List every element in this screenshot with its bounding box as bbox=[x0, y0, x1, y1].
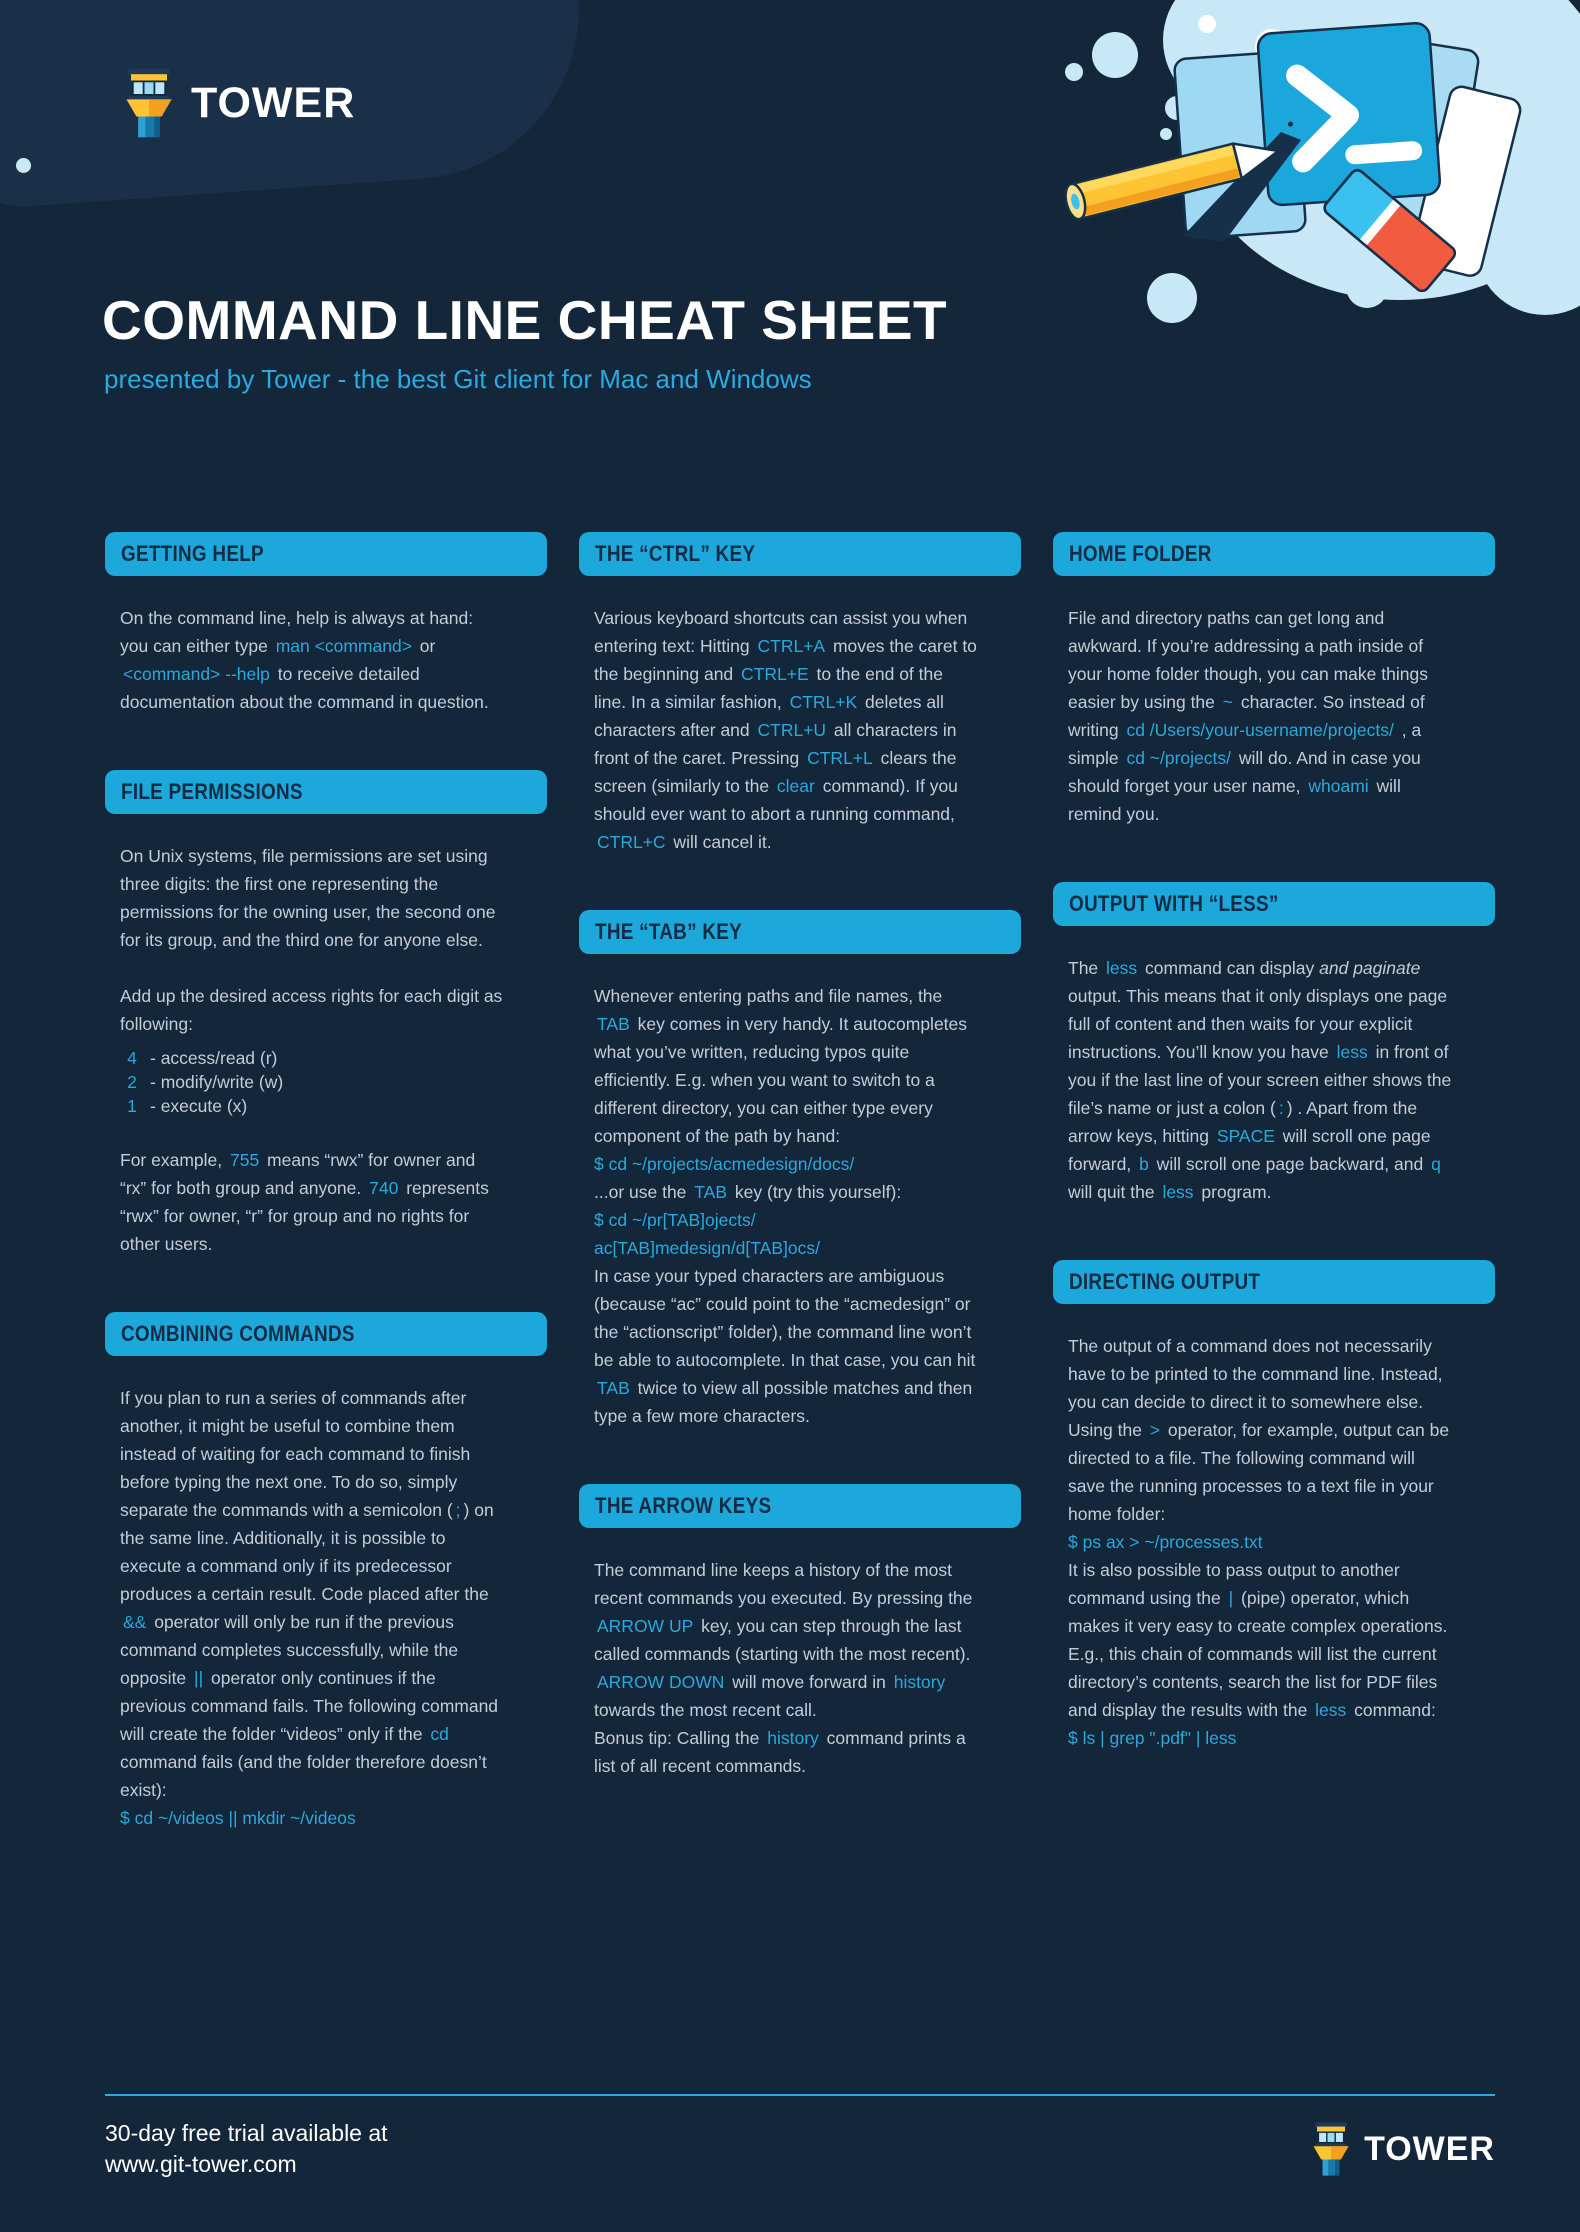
code-line: $ cd ~/pr[TAB]ojects/ bbox=[594, 1210, 756, 1230]
text-run: operator only continues if the previous command fails. The following command will create the folder “videos” only if the bbox=[120, 1668, 499, 1744]
text-run: key (try this yourself): bbox=[730, 1182, 902, 1202]
page-title: COMMAND LINE CHEAT SHEET bbox=[102, 289, 948, 351]
inline-code: less bbox=[1336, 1042, 1368, 1062]
section-header-getting-help bbox=[105, 532, 547, 576]
text-run: will move forward in bbox=[727, 1672, 891, 1692]
footer-trial-line: 30-day free trial available at bbox=[105, 2120, 388, 2146]
text-run: will do. And in case you should forget your user name, bbox=[1068, 748, 1421, 796]
text-run: operator, for example, output can be directed to a file. The following command will save the running processes to a text file in your home folder: bbox=[1068, 1420, 1450, 1524]
section-body-output-with-less bbox=[1053, 954, 1495, 1206]
text-run: ...or use the bbox=[594, 1182, 692, 1202]
inline-code: 740 bbox=[369, 1178, 399, 1198]
text-run: File and directory paths can get long and awkward. If you’re addressing a path inside of your home folder though, you can make things easier by using the bbox=[1068, 608, 1428, 712]
permission-number: 4 bbox=[127, 1048, 137, 1068]
inline-code: CTRL+C bbox=[597, 832, 666, 852]
line-gap bbox=[120, 954, 505, 982]
italic-run: and paginate bbox=[1319, 958, 1421, 978]
text-run: On the command line, help is always at hand: you can either type bbox=[120, 608, 474, 656]
text-run: in front of you if the last line of your screen either shows the file’s name or just a colon ( bbox=[1068, 1042, 1452, 1118]
inline-code: clear bbox=[776, 776, 815, 796]
inline-code: && bbox=[123, 1612, 147, 1632]
paragraph bbox=[1068, 1556, 1453, 1724]
text-run: The bbox=[1068, 958, 1104, 978]
bubble-dot bbox=[16, 158, 31, 173]
list-item bbox=[120, 1094, 505, 1118]
text-run: will quit the bbox=[1068, 1182, 1160, 1202]
text-run: operator will only be run if the previous command completes successfully, while the opposite bbox=[120, 1612, 459, 1688]
section-header-output-with-less bbox=[1053, 882, 1495, 926]
section-the-tab-key bbox=[579, 910, 1021, 1430]
inline-code: CTRL+K bbox=[789, 692, 858, 712]
section-header-the-arrow-keys bbox=[579, 1484, 1021, 1528]
paragraph bbox=[120, 1146, 505, 1258]
inline-code: SPACE bbox=[1216, 1126, 1275, 1146]
text-run: towards the most recent call. bbox=[594, 1700, 817, 1720]
text-run: output. This means that it only displays one page full of content and then waits for your explicit instructions. You’ll know you have bbox=[1068, 986, 1448, 1062]
paragraph bbox=[594, 1556, 979, 1724]
text-run: ) on the same line. Additionally, it is possible to execute a command only if its predecessor produces a certain result. Code placed after the bbox=[120, 1500, 494, 1604]
section-body-getting-help bbox=[105, 604, 547, 716]
paragraph bbox=[594, 1724, 979, 1780]
text-run: represents “rwx” for owner, “r” for group and no rights for other users. bbox=[120, 1178, 489, 1254]
text-run: The output of a command does not necessarily have to be printed to the command line. Instead, you can decide to direct it to somewhere else. Using the bbox=[1068, 1336, 1443, 1440]
section-body-file-permissions bbox=[105, 842, 547, 1258]
inline-code: | bbox=[1228, 1588, 1234, 1608]
code-line: $ ps ax > ~/processes.txt bbox=[1068, 1532, 1263, 1552]
section-title: FILE PERMISSIONS bbox=[121, 779, 303, 804]
tower-logo-icon bbox=[122, 68, 176, 138]
inline-code: CTRL+U bbox=[757, 720, 827, 740]
section-title: GETTING HELP bbox=[121, 541, 264, 566]
section-header-directing-output bbox=[1053, 1260, 1495, 1304]
inline-code: > bbox=[1149, 1420, 1161, 1440]
section-header-combining-commands bbox=[105, 1312, 547, 1356]
section-header-home-folder bbox=[1053, 532, 1495, 576]
section-title: DIRECTING OUTPUT bbox=[1069, 1269, 1261, 1294]
paragraph bbox=[594, 982, 979, 1150]
text-run: to receive detailed documentation about the command in question. bbox=[120, 664, 489, 712]
paragraph bbox=[120, 842, 505, 954]
footer-text bbox=[105, 2118, 388, 2180]
permission-number: 1 bbox=[127, 1096, 137, 1116]
text-run: Whenever entering paths and file names, the bbox=[594, 986, 943, 1006]
text-run: program. bbox=[1196, 1182, 1272, 1202]
text-run: The command line keeps a history of the most recent commands you executed. By pressing the bbox=[594, 1560, 973, 1608]
inline-code: CTRL+L bbox=[807, 748, 873, 768]
inline-code: less bbox=[1315, 1700, 1347, 1720]
inline-code: ARROW DOWN bbox=[597, 1672, 725, 1692]
inline-code: q bbox=[1431, 1154, 1441, 1174]
prompt-dash bbox=[1355, 151, 1413, 155]
paragraph bbox=[594, 1262, 979, 1430]
text-run: means “rwx” for owner and “rx” for both group and anyone. bbox=[120, 1150, 476, 1198]
paragraph bbox=[594, 604, 979, 856]
footer-tower-logo bbox=[1310, 2122, 1495, 2176]
text-run: clears the screen (similarly to the bbox=[594, 748, 957, 796]
paragraph bbox=[1068, 1332, 1453, 1528]
inline-code: cd ~/projects/ bbox=[1126, 748, 1232, 768]
page-subtitle: presented by Tower - the best Git client for Mac and Windows bbox=[104, 364, 812, 394]
footer bbox=[105, 2094, 1495, 2180]
column-1 bbox=[105, 532, 547, 1886]
paragraph bbox=[120, 982, 505, 1038]
text-run: command). If you should ever want to abort a running command, bbox=[594, 776, 958, 824]
text-run: twice to view all possible matches and then type a few more characters. bbox=[594, 1378, 973, 1426]
section-home-folder bbox=[1053, 532, 1495, 828]
text-run: all characters in front of the caret. Pressing bbox=[594, 720, 957, 768]
permission-label: - access/read (r) bbox=[150, 1048, 278, 1068]
code-line: $ cd ~/projects/acmedesign/docs/ bbox=[594, 1154, 855, 1174]
inline-code: TAB bbox=[597, 1014, 630, 1034]
paragraph bbox=[120, 1384, 505, 1804]
text-run: or bbox=[414, 636, 436, 656]
inline-code: TAB bbox=[597, 1378, 630, 1398]
inline-code: TAB bbox=[694, 1182, 728, 1202]
text-run: (pipe) operator, which makes it very easy to create complex operations. E.g., this chain of commands will list the current directory’s contents, search the list for PDF files and display the results with the bbox=[1068, 1588, 1448, 1720]
text-run: command can display bbox=[1140, 958, 1320, 978]
inline-code: ARROW UP bbox=[597, 1616, 694, 1636]
section-title: HOME FOLDER bbox=[1069, 541, 1212, 566]
text-run: command fails (and the folder therefore doesn’t exist): bbox=[120, 1752, 487, 1800]
section-getting-help bbox=[105, 532, 547, 716]
code-line: ac[TAB]medesign/d[TAB]ocs/ bbox=[594, 1238, 820, 1258]
text-run: Add up the desired access rights for each digit as following: bbox=[120, 986, 503, 1034]
section-body-the-ctrl-key bbox=[579, 604, 1021, 856]
inline-code: ~ bbox=[1222, 692, 1233, 712]
section-title: THE “CTRL” KEY bbox=[595, 541, 756, 566]
text-run: If you plan to run a series of commands after another, it might be useful to combine them instead of waiting for each command to finish before typing the next one. To do so, simply separate the commands with a semicolon ( bbox=[120, 1388, 471, 1520]
text-run: character. So instead of writing bbox=[1068, 692, 1425, 740]
inline-code: <command> --help bbox=[123, 664, 270, 684]
text-run: Various keyboard shortcuts can assist you when entering text: Hitting bbox=[594, 608, 968, 656]
text-run: command: bbox=[1349, 1700, 1436, 1720]
paragraph bbox=[1068, 604, 1453, 828]
text-run: key comes in very handy. It autocompletes what you’ve written, reducing typos quite efficiently. E.g. when you want to switch to a different directory, you can either type every component of the path by hand: bbox=[594, 1014, 968, 1146]
section-header-file-permissions bbox=[105, 770, 547, 814]
section-title: THE “TAB” KEY bbox=[595, 919, 743, 944]
text-run: key, you can step through the last called commands (starting with the most recent). bbox=[594, 1616, 971, 1664]
section-file-permissions bbox=[105, 770, 547, 1258]
text-run: will remind you. bbox=[1068, 776, 1401, 824]
tower-logo-wordmark: TOWER bbox=[1364, 2129, 1495, 2168]
inline-code: || bbox=[194, 1668, 204, 1688]
inline-code: CTRL+E bbox=[741, 664, 809, 684]
section-combining-commands bbox=[105, 1312, 547, 1832]
inline-code: cd bbox=[430, 1724, 449, 1744]
inline-code: : bbox=[1278, 1098, 1284, 1118]
inline-code: less bbox=[1106, 958, 1138, 978]
column-3 bbox=[1053, 532, 1495, 1806]
section-body-directing-output bbox=[1053, 1332, 1495, 1752]
section-directing-output bbox=[1053, 1260, 1495, 1752]
section-title: THE ARROW KEYS bbox=[595, 1493, 772, 1518]
permission-label: - modify/write (w) bbox=[150, 1072, 284, 1092]
tower-logo-icon bbox=[1310, 2122, 1352, 2176]
section-body-home-folder bbox=[1053, 604, 1495, 828]
text-run: In case your typed characters are ambiguous (because “ac” could point to the “acmedesign” or the “actionscript” folder), the command line won’t be able to autocomplete. In that case, you can hit bbox=[594, 1266, 976, 1370]
inline-code: whoami bbox=[1308, 776, 1369, 796]
inline-code: less bbox=[1162, 1182, 1194, 1202]
terminal-illustration bbox=[1000, 0, 1580, 330]
inline-code: ; bbox=[455, 1500, 461, 1520]
permission-number: 2 bbox=[127, 1072, 137, 1092]
list-item bbox=[120, 1046, 505, 1070]
text-run: ) . Apart from the arrow keys, hitting bbox=[1068, 1098, 1418, 1146]
tower-logo-wordmark: TOWER bbox=[191, 78, 356, 127]
text-run: It is also possible to pass output to another command using the bbox=[1068, 1560, 1400, 1608]
section-title: OUTPUT WITH “LESS” bbox=[1069, 891, 1279, 916]
text-run: On Unix systems, file permissions are set using three digits: the first one representing the permissions for the owning user, the second one for its group, and the third one for anyone else. bbox=[120, 846, 496, 950]
text-run: moves the caret to the beginning and bbox=[594, 636, 977, 684]
text-run: deletes all characters after and bbox=[594, 692, 944, 740]
inline-code: history bbox=[893, 1672, 946, 1692]
paragraph bbox=[1068, 954, 1453, 1206]
paragraph bbox=[594, 1178, 979, 1206]
content-columns bbox=[105, 532, 1495, 1886]
line-gap bbox=[120, 1118, 505, 1146]
code-line: $ ls | grep ".pdf" | less bbox=[1068, 1728, 1237, 1748]
paragraph bbox=[120, 604, 505, 716]
code-line: $ cd ~/videos || mkdir ~/videos bbox=[120, 1808, 356, 1828]
section-body-the-tab-key bbox=[579, 982, 1021, 1430]
section-output-with-less bbox=[1053, 882, 1495, 1206]
permission-label: - execute (x) bbox=[150, 1096, 248, 1116]
text-run: will scroll one page backward, and bbox=[1151, 1154, 1429, 1174]
text-run: Bonus tip: Calling the bbox=[594, 1728, 765, 1748]
inline-code: history bbox=[767, 1728, 819, 1748]
text-run: will scroll one page forward, bbox=[1068, 1126, 1431, 1174]
section-title: COMBINING COMMANDS bbox=[121, 1321, 355, 1346]
section-the-ctrl-key bbox=[579, 532, 1021, 856]
inline-code: man <command> bbox=[275, 636, 412, 656]
footer-url[interactable]: www.git-tower.com bbox=[105, 2151, 297, 2177]
text-run: will cancel it. bbox=[668, 832, 772, 852]
section-body-the-arrow-keys bbox=[579, 1556, 1021, 1780]
text-run: command prints a list of all recent commands. bbox=[594, 1728, 966, 1776]
inline-code: b bbox=[1139, 1154, 1149, 1174]
inline-code: 755 bbox=[229, 1150, 260, 1170]
list-item bbox=[120, 1070, 505, 1094]
column-2 bbox=[579, 532, 1021, 1834]
section-header-the-tab-key bbox=[579, 910, 1021, 954]
text-run: For example, bbox=[120, 1150, 227, 1170]
text-run: , a simple bbox=[1068, 720, 1422, 768]
permissions-list bbox=[120, 1046, 505, 1118]
text-run: to the end of the line. In a similar fashion, bbox=[594, 664, 943, 712]
inline-code: CTRL+A bbox=[757, 636, 826, 656]
inline-code: cd /Users/your-username/projects/ bbox=[1126, 720, 1394, 740]
tower-logo bbox=[122, 68, 355, 138]
section-header-the-ctrl-key bbox=[579, 532, 1021, 576]
section-body-combining-commands bbox=[105, 1384, 547, 1832]
section-the-arrow-keys bbox=[579, 1484, 1021, 1780]
